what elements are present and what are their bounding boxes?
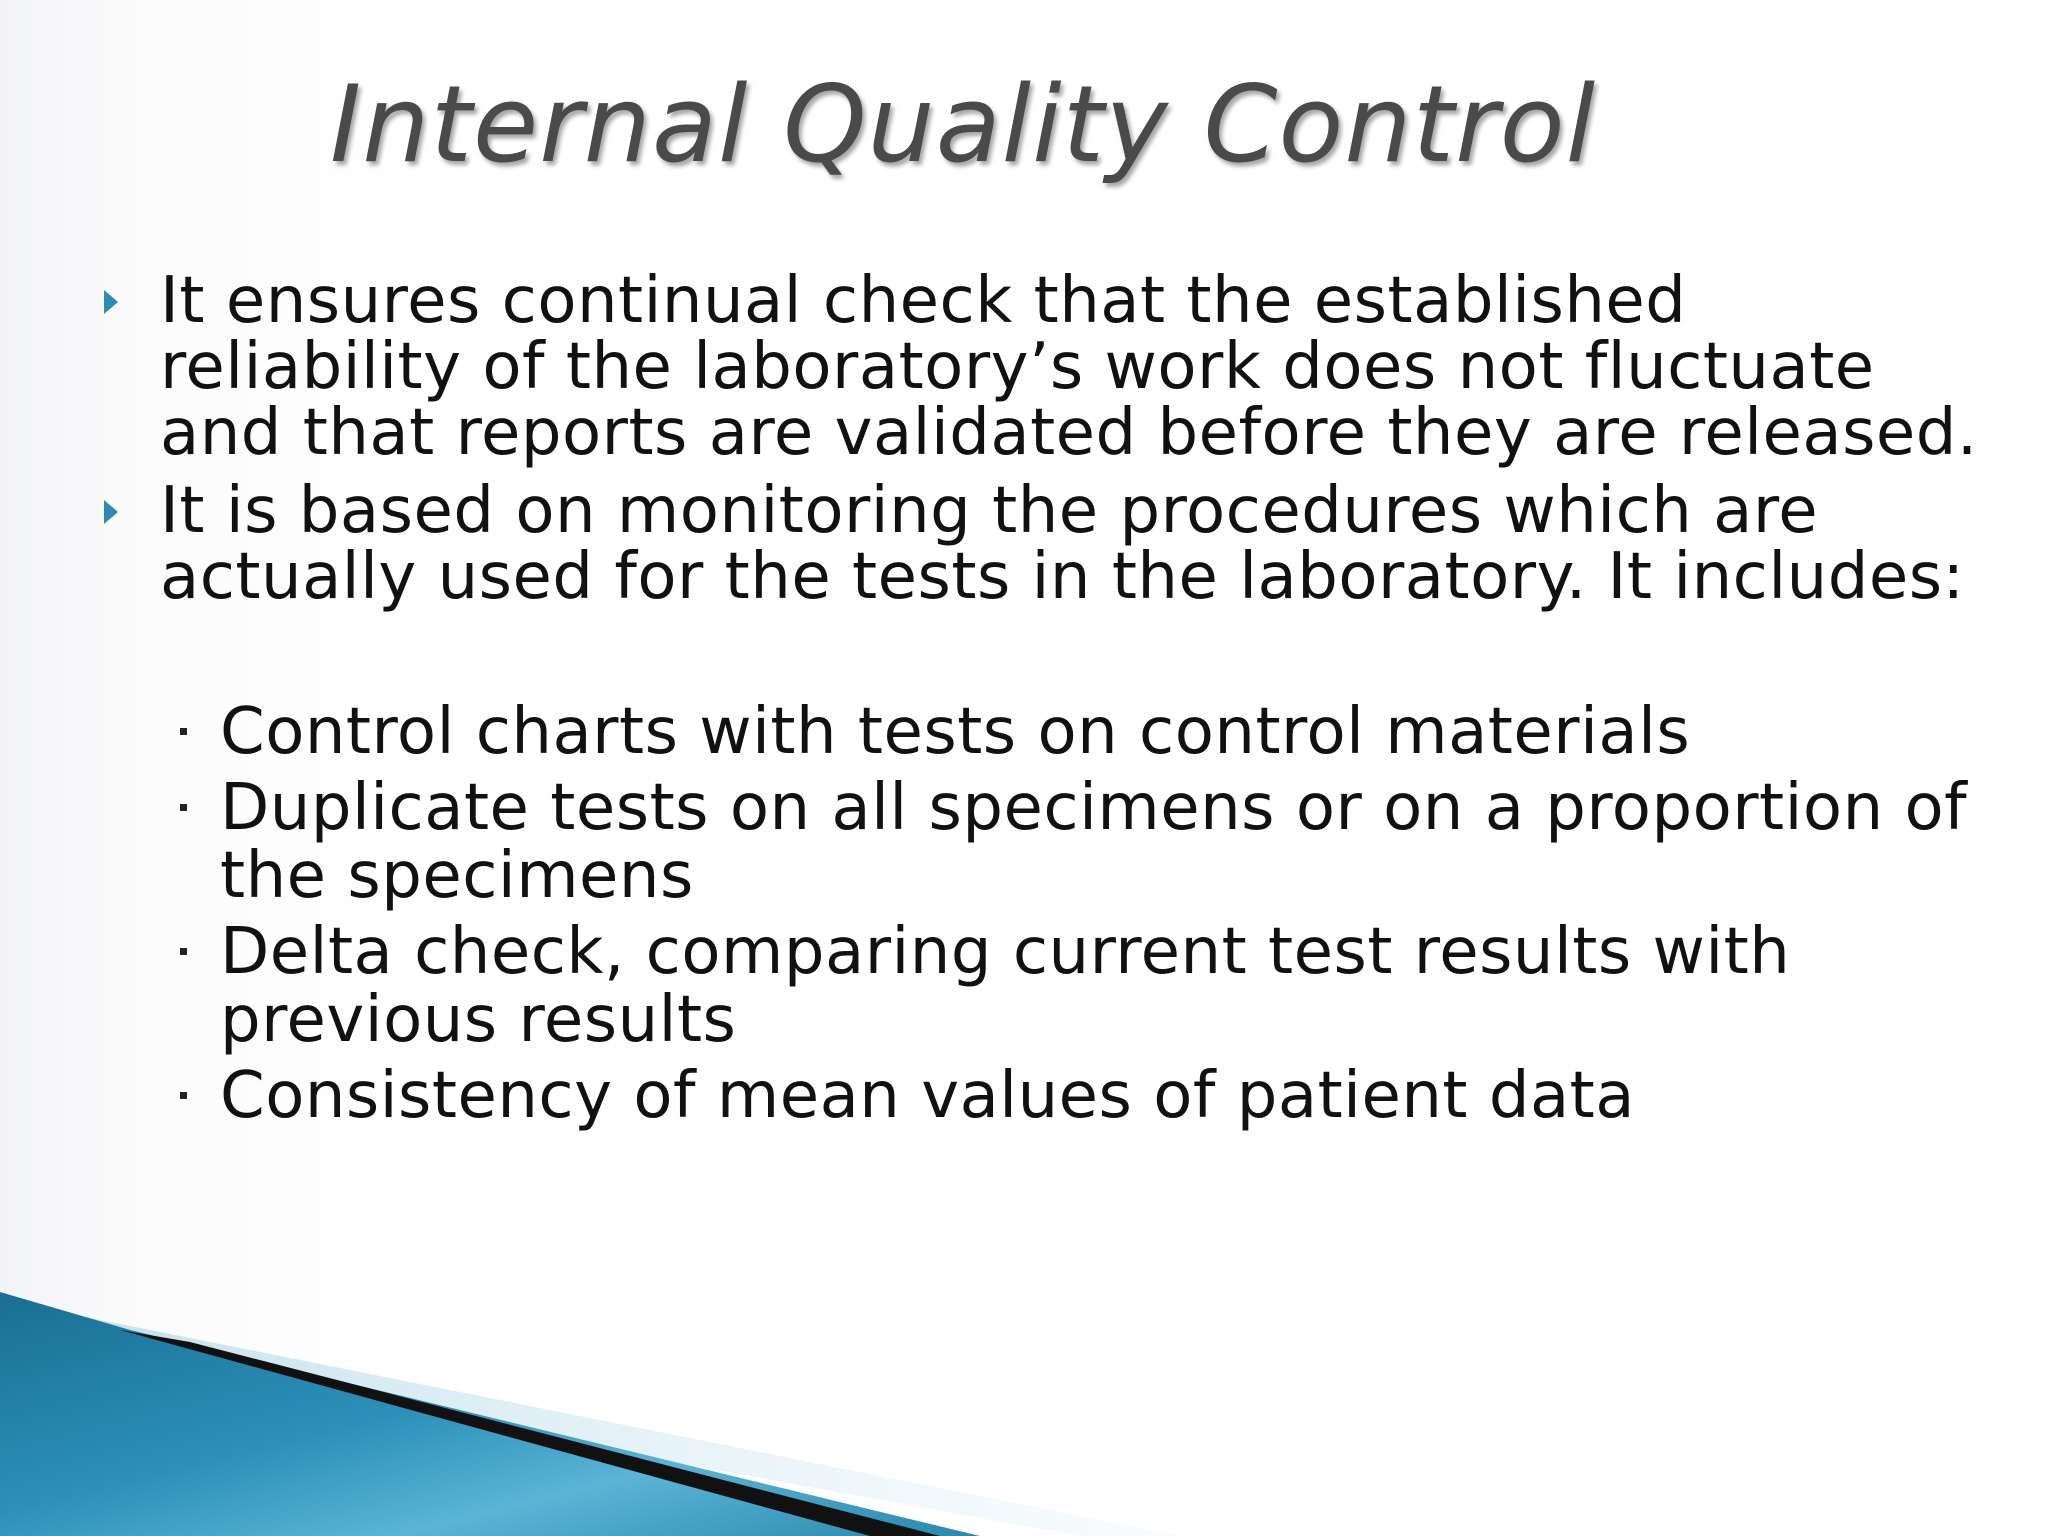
bullet-text-line: and that reports are validated before they are released. [160, 396, 1978, 470]
bullet-item [0, 264, 2048, 470]
sub-item [0, 915, 2048, 1057]
bullet-item [0, 474, 2048, 614]
sub-item-text-line: Control charts with tests on control materials [220, 695, 1691, 769]
dot-bullet-icon [180, 948, 187, 955]
corner-ribbon-decoration [0, 1280, 2048, 1536]
triangle-bullet-icon [104, 500, 118, 524]
dot-bullet-icon [180, 728, 187, 735]
sub-item [0, 771, 2048, 913]
sub-item-text-line: Delta check, comparing current test results with [220, 915, 1791, 989]
triangle-bullet-icon [104, 290, 118, 314]
sub-item-text-line: Duplicate tests on all specimens or on a proportion of [220, 771, 1968, 845]
slide-title: Internal Quality Control [330, 63, 1597, 186]
sub-item-text-line: Consistency of mean values of patient data [220, 1059, 1635, 1133]
sub-item-text-line: the specimens [220, 839, 694, 913]
dot-bullet-icon [180, 1092, 187, 1099]
sub-item [0, 1059, 2048, 1133]
bullet-list [0, 264, 2048, 614]
bullet-text-line: It ensures continual check that the established [160, 264, 1687, 338]
bullet-text-line: actually used for the tests in the laboratory. It includes: [160, 540, 1965, 614]
dot-bullet-icon [180, 804, 187, 811]
sub-item [0, 695, 2048, 769]
sub-item-list [0, 695, 2048, 1133]
bullet-text-line: It is based on monitoring the procedures which are [160, 474, 1819, 548]
sub-item-text-line: previous results [220, 983, 737, 1057]
bullet-text-line: reliability of the laboratory’s work does not fluctuate [160, 330, 1875, 404]
